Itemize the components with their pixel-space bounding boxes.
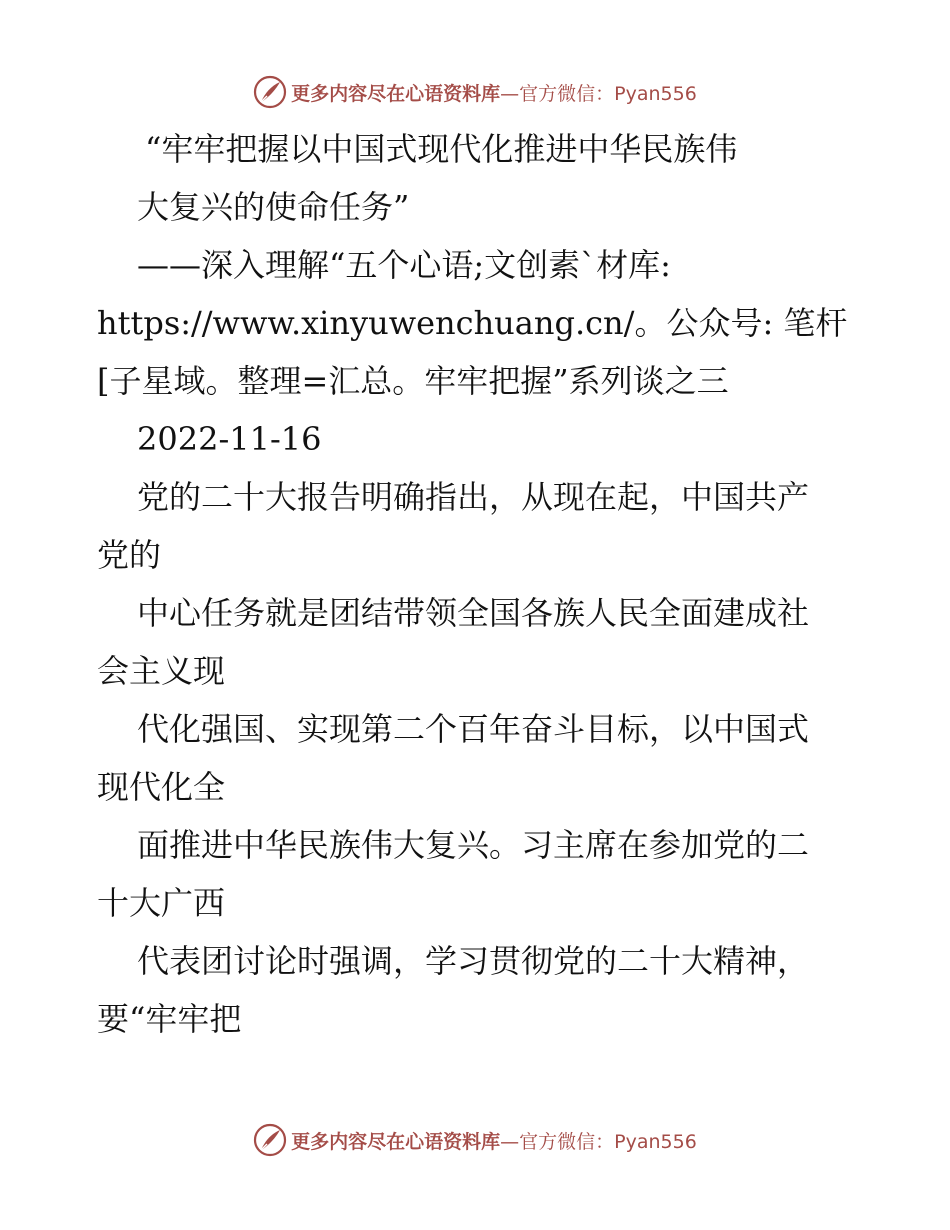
watermark-main-text: 更多内容尽在心语资料库 [291, 82, 501, 105]
title-line-2: 大复兴的使命任务” [137, 188, 410, 226]
quill-pen-logo-icon [253, 75, 287, 109]
paragraph-line: 面推进中华民族伟大复兴。习主席在参加党的二 [137, 826, 810, 864]
header-watermark-banner [0, 72, 950, 112]
date-line: 2022-11-16 [137, 420, 322, 458]
watermark-wechat-text: —官方微信：Pyan556 [500, 82, 697, 105]
watermark-main-text: 更多内容尽在心语资料库 [291, 1130, 501, 1153]
footer-watermark-banner [0, 1120, 950, 1160]
subtitle-line-2: https://www.xinyuwenchuang.cn/。公众号: 笔杆 [97, 304, 848, 342]
paragraph-line: 党的二十大报告明确指出，从现在起，中国共产 [137, 478, 810, 516]
paragraph-line: 代化强国、实现第二个百年奋斗目标，以中国式 [137, 710, 810, 748]
paragraph-line: 会主义现 [97, 652, 226, 690]
quill-pen-logo-icon [253, 1123, 287, 1157]
watermark-wechat-text: —官方微信：Pyan556 [500, 1130, 697, 1153]
document-body [97, 126, 857, 1054]
paragraph-line: 要“牢牢把 [97, 1000, 242, 1038]
subtitle-line-3: [子星域。整理=汇总。牢牢把握”系列谈之三 [97, 362, 729, 400]
paragraph-line: 现代化全 [97, 768, 226, 806]
paragraph-line: 代表团讨论时强调，学习贯彻党的二十大精神， [137, 942, 810, 980]
subtitle-line-1: ——深入理解“五个心语;文创素`材库: [137, 246, 671, 284]
paragraph-line: 十大广西 [97, 884, 226, 922]
paragraph-line: 中心任务就是团结带领全国各族人民全面建成社 [137, 594, 810, 632]
paragraph-line: 党的 [97, 536, 162, 574]
title-line-1: “牢牢把握以中国式现代化推进中华民族伟 [145, 130, 738, 168]
